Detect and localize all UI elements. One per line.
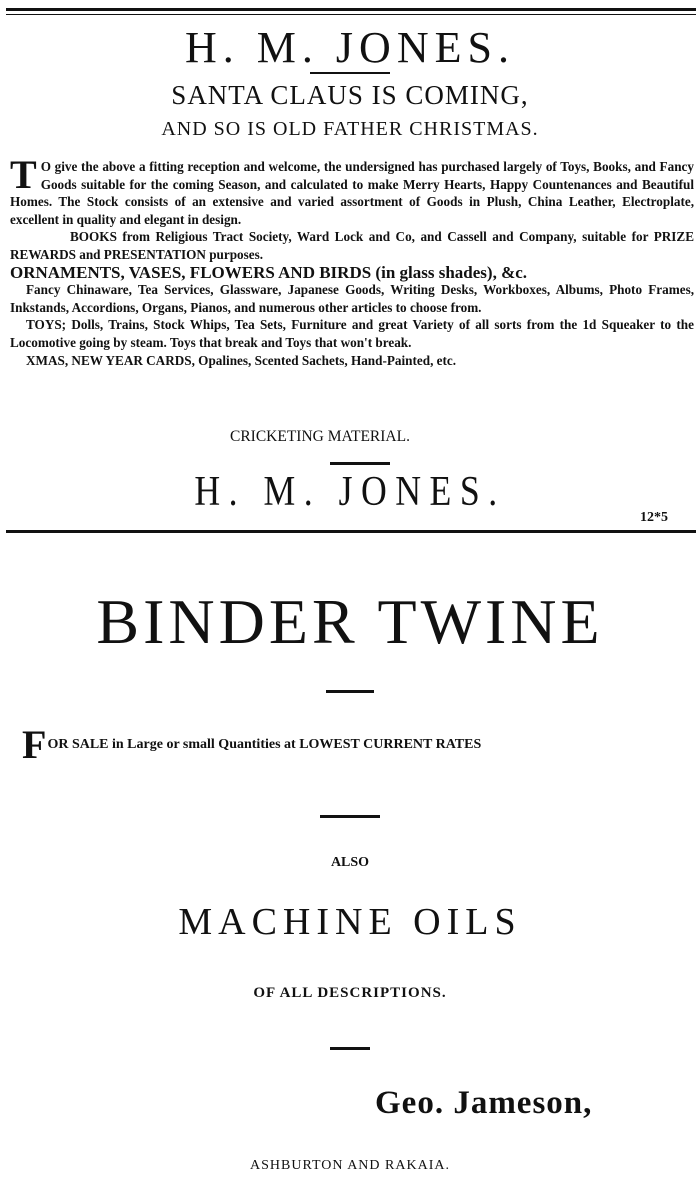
ornament-rule (320, 815, 380, 818)
ornament-rule (326, 690, 374, 693)
top-border-rule-thin (6, 14, 696, 15)
advert-subtitle: SANTA CLAUS IS COMING, (171, 80, 529, 110)
advert-signature: Geo. Jameson, (375, 1085, 593, 1121)
sale-drop-cap: F (22, 722, 47, 767)
top-border-rule (6, 8, 696, 11)
advert-signature: H. M. JONES. (194, 469, 506, 515)
signature-overline (330, 462, 390, 465)
sale-text: OR SALE in Large or small Quantities at LOWEST CURRENT RATES (47, 737, 482, 752)
also-label: ALSO (330, 855, 370, 870)
machine-oils-heading: MACHINE OILS (178, 901, 522, 943)
advert-title: BINDER TWINE (96, 586, 604, 657)
ornament-rule (330, 1047, 370, 1050)
cricketing-line: CRICKETING MATERIAL. (230, 428, 410, 445)
body-paragraph-fancy: Fancy Chinaware, Tea Services, Glassware, Japanese Goods, Writing Desks, Workboxes, Albums, Photo Frames, Inkstands, Accordions, Organs, Pianos, and numerous other articles to choose from. (10, 282, 694, 315)
insertion-code: 12*5 (640, 510, 668, 525)
body-paragraph-cards: XMAS, NEW YEAR CARDS, Opalines, Scented Sachets, Hand-Painted, etc. (26, 352, 457, 368)
advert-body (10, 152, 694, 369)
oils-description: OF ALL DESCRIPTIONS. (253, 985, 447, 1001)
drop-cap: T (10, 152, 37, 197)
sale-line (22, 722, 682, 767)
advert-divider (6, 530, 696, 533)
body-paragraph-toys: TOYS; Dolls, Trains, Stock Whips, Tea Sets, Furniture and great Variety of all sorts from the 1d Squeaker to the Locomotive going by steam. Toys that break and Toys that won't break. (10, 317, 694, 350)
title-underline (310, 72, 390, 74)
advert-location: ASHBURTON AND RAKAIA. (250, 1158, 450, 1173)
body-paragraph-intro: O give the above a fitting reception and welcome, the undersigned has purchased largely of Toys, Books, and Fancy Goods suitable for the coming Season, and calculated to make Merry Hearts, Happy Countenances and Beautiful Homes. The Stock consists of an extensive and varied assortment of Goods in Plush, China Leather, Electroplate, excellent in quality and elegant in design. (10, 159, 694, 227)
body-paragraph-ornaments: ORNAMENTS, VASES, FLOWERS AND BIRDS (in glass shades), &c. (10, 262, 528, 282)
advert-title: H. M. JONES. (185, 23, 515, 72)
body-paragraph-books: BOOKS from Religious Tract Society, Ward Lock and Co, and Cassell and Company, suitable for PRIZE REWARDS and PRESENTATION purposes. (10, 229, 694, 262)
advert-subtitle-2: AND SO IS OLD FATHER CHRISTMAS. (161, 118, 539, 140)
